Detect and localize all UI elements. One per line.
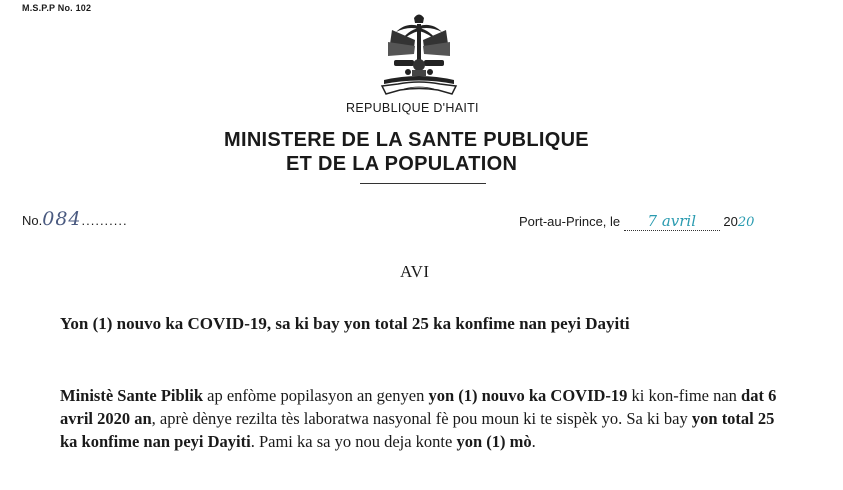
header-divider xyxy=(360,183,486,184)
body-text-4: . Pami ka sa yo nou deja konte xyxy=(250,432,457,451)
handwritten-date: 7 avril xyxy=(647,212,697,230)
reference-number xyxy=(22,208,128,230)
place-date-line xyxy=(519,212,754,231)
ministry-line-2: ET DE LA POPULATION xyxy=(286,153,518,175)
year-handwritten: 20 xyxy=(737,215,755,230)
form-code: M.S.P.P No. 102 xyxy=(22,3,92,13)
body-ministry: Ministè Sante Piblik xyxy=(60,386,204,405)
reference-number-value: 084 xyxy=(42,208,82,230)
body-text-5: . xyxy=(531,432,536,451)
ministry-heading xyxy=(224,128,589,176)
year-printed: 20 xyxy=(723,214,738,229)
body-text-2: ki kon-fime nan xyxy=(627,386,742,405)
body-text-1: ap enfòme popilasyon an genyen xyxy=(203,386,429,405)
notice-body xyxy=(60,384,780,453)
notice-title: AVI xyxy=(400,262,430,281)
body-new-case: yon (1) nouvo ka COVID-19 xyxy=(428,386,628,405)
body-text-3: , aprè dènye rezilta tès laboratwa nasyonal fè pou moun ki te sispèk yo. Sa ki bay xyxy=(151,409,692,428)
place-label: Port-au-Prince, le xyxy=(519,214,621,229)
notice-subtitle: Yon (1) nouvo ka COVID-19, sa ki bay yon total 25 ka konfime nan peyi Dayiti xyxy=(60,314,630,333)
reference-number-dots: .......... xyxy=(81,213,128,228)
haiti-coat-of-arms-icon xyxy=(378,10,460,98)
body-deaths: yon (1) mò xyxy=(456,432,532,451)
republic-label: REPUBLIQUE D'HAITI xyxy=(346,101,479,115)
reference-number-label: No. xyxy=(22,213,43,228)
body-date: dat 6 avril 2020 an xyxy=(60,386,777,428)
ministry-line-1: MINISTERE DE LA SANTE PUBLIQUE xyxy=(224,129,589,151)
body-total: yon total 25 ka konfime nan peyi Dayiti xyxy=(60,409,775,451)
